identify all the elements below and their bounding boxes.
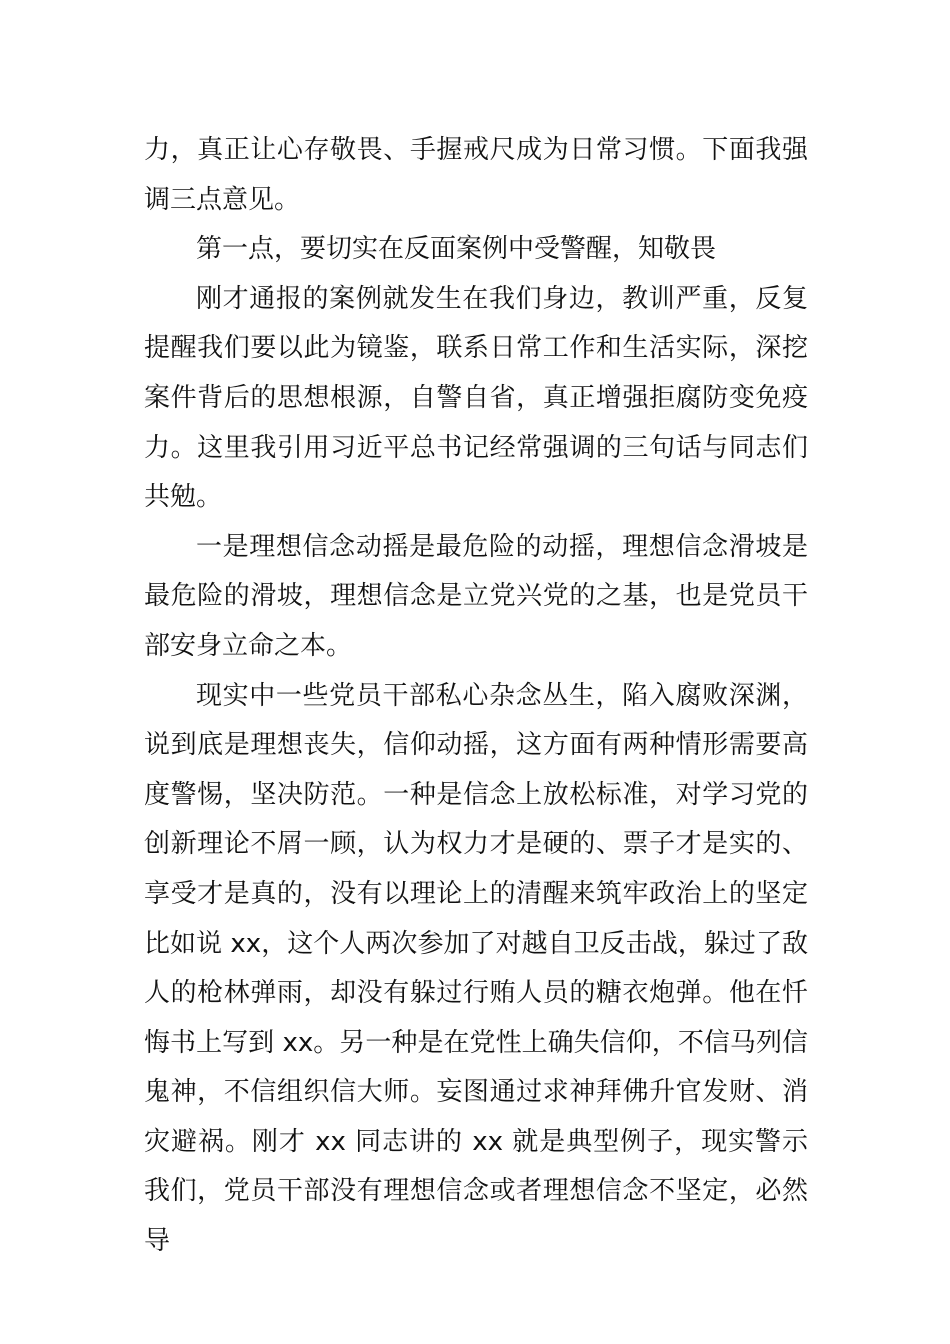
paragraph-reality-warning: 现实中一些党员干部私心杂念丛生，陷入腐败深渊，说到底是理想丧失，信仰动摇，这方面有两种情形需要高度警惕，坚决防范。一种是信念上放松标准，对学习党的创新理论不屑一顾，认为权力才是硬的、票子才是实的、享受才是真的，没有以理论上的清醒来筑牢政治上的坚定比如说 xx，这个人两次参加了对越自卫反击战，躲过了敌人的枪林弹雨，却没有躲过行贿人员的糖衣炮弹。他在忏悔书上写到 xx。另一种是在党性上确失信仰，不信马列信鬼神，不信组织信大师。妄图通过求神拜佛升官发财、消灾避祸。刚才 xx 同志讲的 xx 就是典型例子，现实警示我们，党员干部没有理想信念或者理想信念不坚定，必然导: [144, 680, 808, 1257]
paragraph-continuation: 力，真正让心存敬畏、手握戒尺成为日常习惯。下面我强调三点意见。: [144, 135, 808, 215]
paragraph-ideals-belief: 一是理想信念动摇是最危险的动摇，理想信念滑坡是最危险的滑坡，理想信念是立党兴党的之基，也是党员干部安身立命之本。: [144, 531, 808, 661]
document-body: [144, 126, 808, 1267]
section-heading-point-one: 第一点，要切实在反面案例中受警醒，知敬畏: [196, 234, 717, 265]
paragraph-case-report: 刚才通报的案例就发生在我们身边，教训严重，反复提醒我们要以此为镜鉴，联系日常工作和生活实际，深挖案件背后的思想根源，自警自省，真正增强拒腐防变免疫力。这里我引用习近平总书记经常强调的三句话与同志们共勉。: [144, 283, 808, 513]
